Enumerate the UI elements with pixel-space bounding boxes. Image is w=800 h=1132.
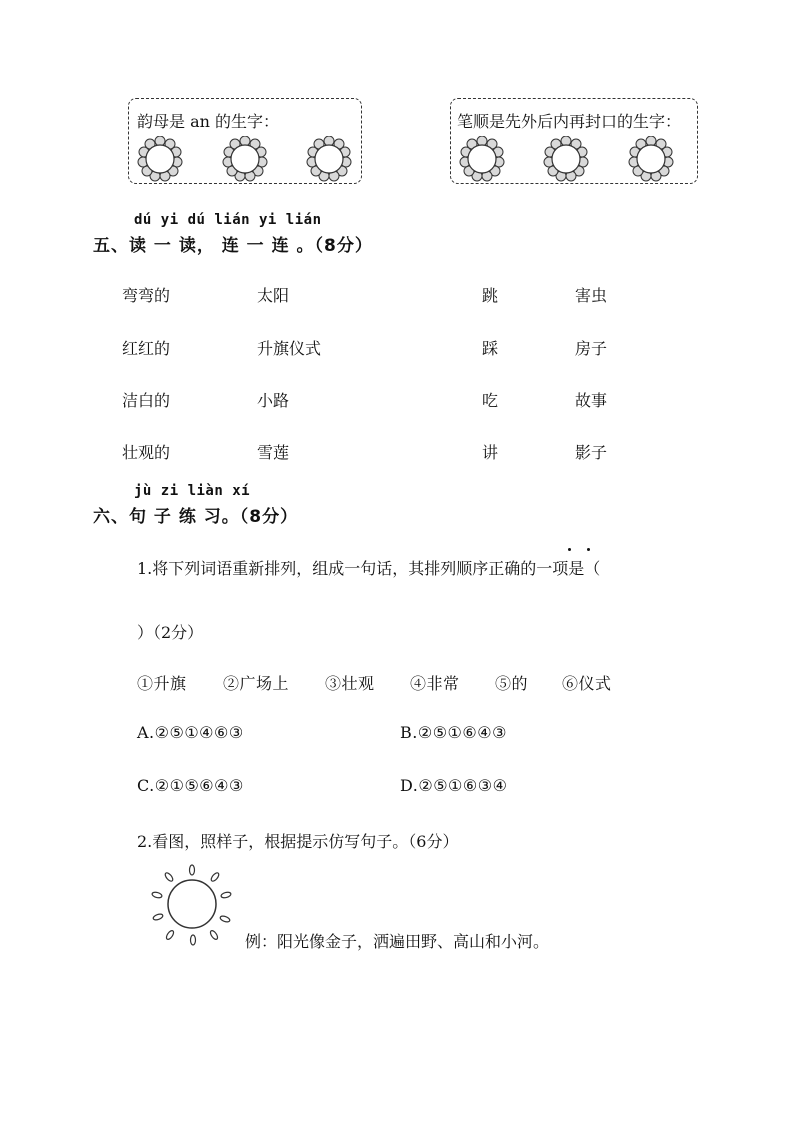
match-word[interactable]: 跳 bbox=[482, 286, 499, 305]
word-chip: ③壮观 bbox=[325, 674, 375, 693]
option-c[interactable]: C.②①⑤⑥④③ bbox=[137, 776, 244, 795]
question-1-text: 1.将下列词语重新排列，组成一句话，其排列顺序正确的一项是（ bbox=[137, 559, 601, 578]
word-chip: ⑥仪式 bbox=[562, 674, 612, 693]
right-box-label: 笔顺是先外后内再封口的生字： bbox=[457, 112, 682, 131]
flower-blank-icon[interactable] bbox=[543, 136, 589, 182]
word-chip: ⑤的 bbox=[495, 674, 529, 693]
flower-blank-icon[interactable] bbox=[137, 136, 183, 182]
flower-blank-icon[interactable] bbox=[459, 136, 505, 182]
flower-blank-icon[interactable] bbox=[222, 136, 268, 182]
flower-blank-icon[interactable] bbox=[306, 136, 352, 182]
emphasis-dot bbox=[587, 548, 590, 551]
section6-pinyin: jù zi liàn xí bbox=[134, 483, 251, 499]
match-word[interactable]: 讲 bbox=[482, 443, 499, 462]
option-b[interactable]: B.②⑤①⑥④③ bbox=[400, 723, 507, 742]
question-1-continued: ）（2分） bbox=[137, 623, 204, 642]
sun-icon bbox=[146, 862, 236, 946]
match-word[interactable]: 踩 bbox=[482, 339, 499, 358]
match-word[interactable]: 故事 bbox=[575, 391, 608, 410]
match-word[interactable]: 害虫 bbox=[575, 286, 608, 305]
match-word[interactable]: 红红的 bbox=[122, 339, 171, 358]
emphasis-dot bbox=[568, 548, 571, 551]
word-chip: ②广场上 bbox=[223, 674, 290, 693]
section5-heading: 五、读 一 读， 连 一 连 。（8分） bbox=[93, 236, 373, 256]
match-word[interactable]: 洁白的 bbox=[122, 391, 171, 410]
match-word[interactable]: 房子 bbox=[575, 339, 608, 358]
option-d[interactable]: D.②⑤①⑥③④ bbox=[400, 776, 508, 795]
match-word[interactable]: 弯弯的 bbox=[122, 286, 171, 305]
match-word[interactable]: 太阳 bbox=[257, 286, 290, 305]
left-box-label: 韵母是 an 的生字： bbox=[137, 112, 280, 131]
match-word[interactable]: 壮观的 bbox=[122, 443, 171, 462]
question-2-text: 2.看图，照样子，根据提示仿写句子。（6分） bbox=[137, 832, 459, 851]
word-chip: ①升旗 bbox=[137, 674, 187, 693]
match-word[interactable]: 小路 bbox=[257, 391, 290, 410]
flower-blank-icon[interactable] bbox=[628, 136, 674, 182]
match-word[interactable]: 吃 bbox=[482, 391, 499, 410]
example-sentence: 例：阳光像金子，洒遍田野、高山和小河。 bbox=[245, 932, 550, 951]
section6-heading: 六、句 子 练 习。（8分） bbox=[93, 507, 299, 527]
match-word[interactable]: 雪莲 bbox=[257, 443, 290, 462]
section5-pinyin: dú yi dú lián yi lián bbox=[134, 212, 322, 228]
match-word[interactable]: 影子 bbox=[575, 443, 608, 462]
word-chip: ④非常 bbox=[410, 674, 460, 693]
match-word[interactable]: 升旗仪式 bbox=[257, 339, 322, 358]
option-a[interactable]: A.②⑤①④⑥③ bbox=[137, 723, 244, 742]
